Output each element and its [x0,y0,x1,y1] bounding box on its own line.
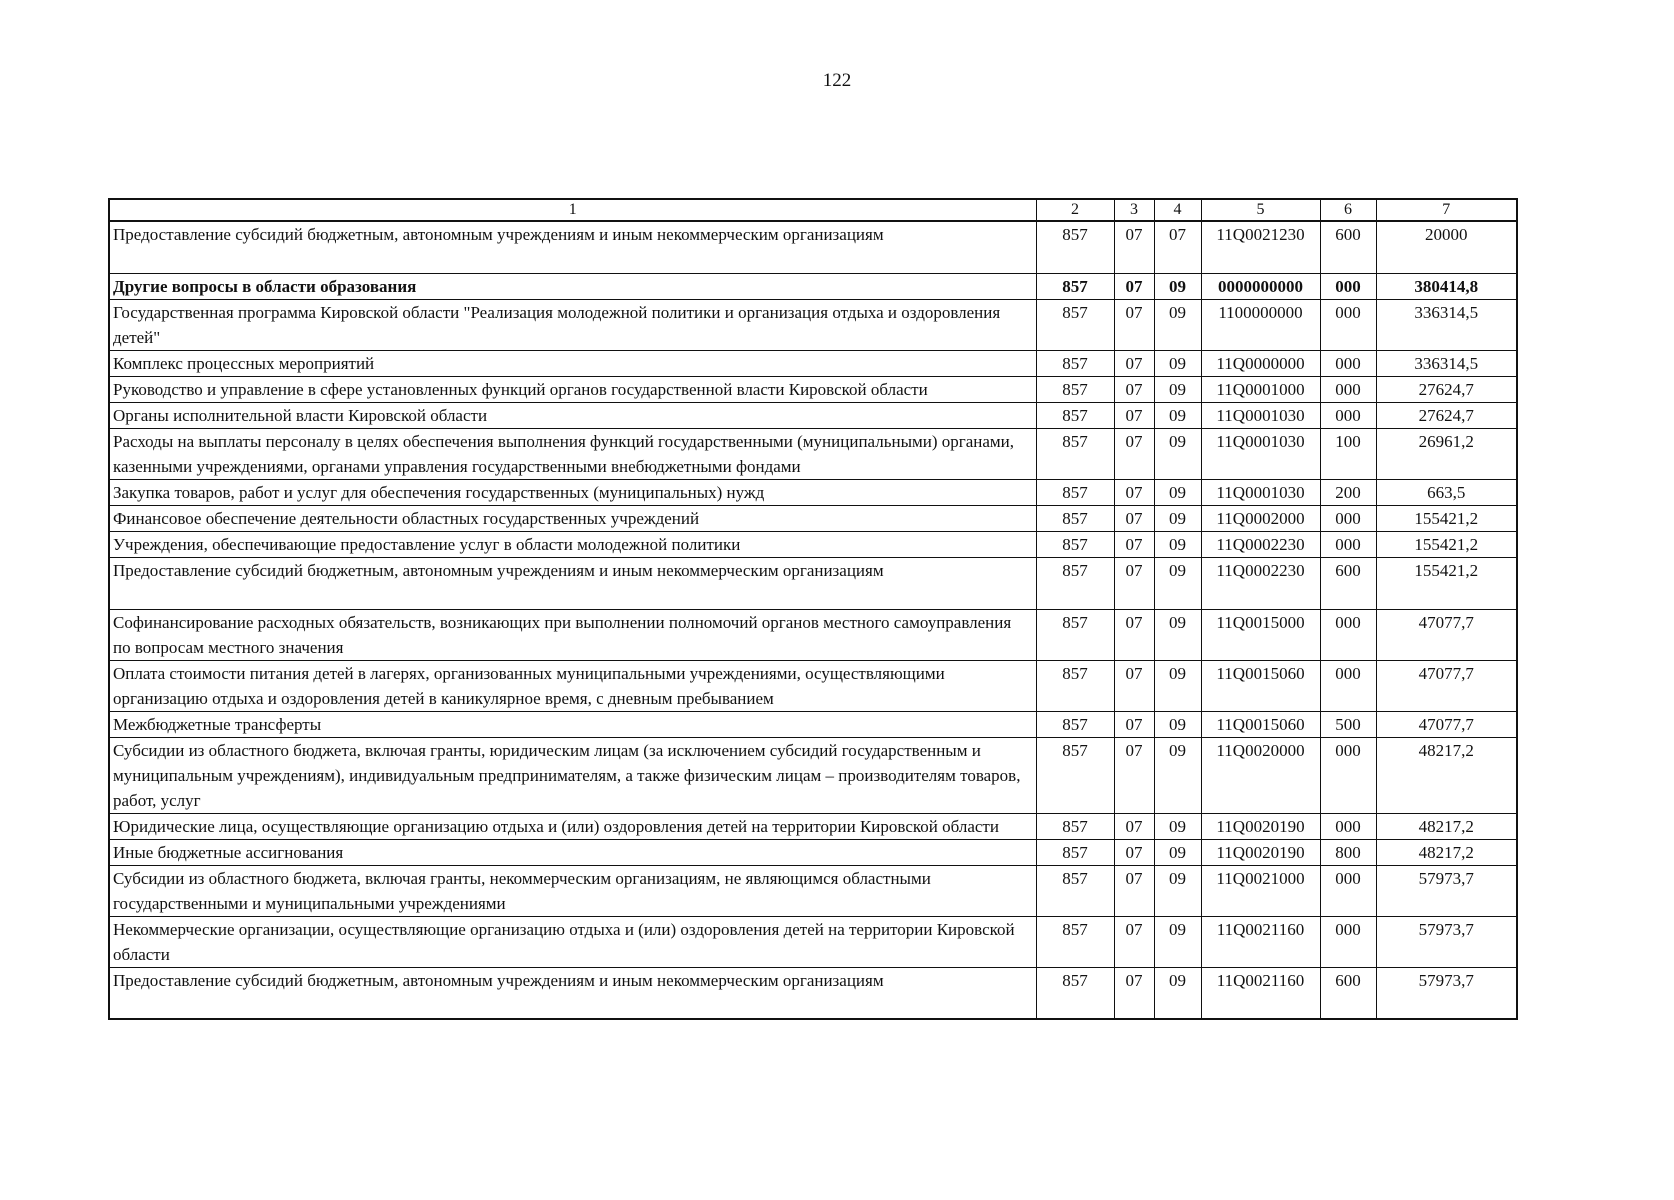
row-code-2: 857 [1036,531,1114,557]
table-row [109,737,1517,813]
row-code-3: 07 [1114,967,1154,1019]
header-cell: 5 [1201,199,1320,221]
table-row [109,916,1517,967]
row-code-3: 07 [1114,711,1154,737]
row-code-5: 1100000000 [1201,299,1320,350]
header-cell: 4 [1154,199,1201,221]
row-description: Софинансирование расходных обязательств, возникающих при выполнении полномочий органов местного самоуправления по вопросам местного значения [109,609,1036,660]
row-code-6: 600 [1320,967,1376,1019]
row-code-5: 11Q0001030 [1201,479,1320,505]
row-code-6: 000 [1320,813,1376,839]
row-code-3: 07 [1114,479,1154,505]
row-code-6: 600 [1320,221,1376,273]
row-amount: 27624,7 [1376,376,1517,402]
row-code-6: 000 [1320,865,1376,916]
row-code-5: 11Q0015000 [1201,609,1320,660]
row-code-6: 000 [1320,273,1376,299]
row-code-2: 857 [1036,865,1114,916]
row-code-2: 857 [1036,273,1114,299]
row-code-2: 857 [1036,967,1114,1019]
row-code-4: 09 [1154,273,1201,299]
row-code-5: 11Q0015060 [1201,711,1320,737]
row-code-3: 07 [1114,531,1154,557]
row-code-4: 09 [1154,299,1201,350]
row-code-6: 000 [1320,402,1376,428]
row-amount: 663,5 [1376,479,1517,505]
row-code-6: 200 [1320,479,1376,505]
row-code-3: 07 [1114,221,1154,273]
row-description: Межбюджетные трансферты [109,711,1036,737]
table-row [109,402,1517,428]
row-amount: 336314,5 [1376,299,1517,350]
row-code-6: 000 [1320,299,1376,350]
budget-table [108,198,1518,1020]
row-code-5: 11Q0015060 [1201,660,1320,711]
header-cell: 7 [1376,199,1517,221]
row-description: Государственная программа Кировской области "Реализация молодежной политики и организация отдыха и оздоровления детей" [109,299,1036,350]
row-code-4: 09 [1154,711,1201,737]
row-code-6: 000 [1320,350,1376,376]
row-code-3: 07 [1114,660,1154,711]
row-code-4: 09 [1154,660,1201,711]
row-code-3: 07 [1114,505,1154,531]
row-code-2: 857 [1036,505,1114,531]
row-code-4: 09 [1154,813,1201,839]
row-description: Оплата стоимости питания детей в лагерях, организованных муниципальными учреждениями, осуществляющими организацию отдыха и оздоровления детей в каникулярное время, с дневным пребыванием [109,660,1036,711]
row-description: Предоставление субсидий бюджетным, автономным учреждениям и иным некоммерческим организациям [109,967,1036,1019]
row-amount: 47077,7 [1376,609,1517,660]
row-code-4: 09 [1154,428,1201,479]
table-row [109,376,1517,402]
row-amount: 155421,2 [1376,505,1517,531]
row-description: Комплекс процессных мероприятий [109,350,1036,376]
row-code-2: 857 [1036,428,1114,479]
row-code-5: 11Q0002230 [1201,531,1320,557]
row-description: Другие вопросы в области образования [109,273,1036,299]
row-description: Иные бюджетные ассигнования [109,839,1036,865]
row-code-3: 07 [1114,299,1154,350]
table-row [109,299,1517,350]
row-code-6: 100 [1320,428,1376,479]
row-code-2: 857 [1036,479,1114,505]
row-code-4: 09 [1154,402,1201,428]
table-row [109,557,1517,609]
row-code-6: 000 [1320,609,1376,660]
row-description: Финансовое обеспечение деятельности областных государственных учреждений [109,505,1036,531]
row-code-4: 09 [1154,350,1201,376]
row-code-4: 09 [1154,531,1201,557]
row-code-2: 857 [1036,402,1114,428]
header-cell: 1 [109,199,1036,221]
row-code-4: 09 [1154,967,1201,1019]
row-code-3: 07 [1114,428,1154,479]
row-description: Юридические лица, осуществляющие организацию отдыха и (или) оздоровления детей на территории Кировской области [109,813,1036,839]
row-code-2: 857 [1036,609,1114,660]
row-code-4: 09 [1154,737,1201,813]
table-row [109,865,1517,916]
row-code-2: 857 [1036,916,1114,967]
row-code-3: 07 [1114,557,1154,609]
row-amount: 48217,2 [1376,839,1517,865]
row-code-6: 500 [1320,711,1376,737]
header-cell: 6 [1320,199,1376,221]
table-row [109,428,1517,479]
row-code-4: 09 [1154,839,1201,865]
row-amount: 336314,5 [1376,350,1517,376]
table-row [109,350,1517,376]
row-code-3: 07 [1114,813,1154,839]
row-description: Органы исполнительной власти Кировской области [109,402,1036,428]
row-amount: 47077,7 [1376,660,1517,711]
row-amount: 48217,2 [1376,737,1517,813]
row-code-2: 857 [1036,299,1114,350]
row-description: Расходы на выплаты персоналу в целях обеспечения выполнения функций государственными (муниципальными) органами, казенными учреждениями, органами управления государственными внебюджетными фондами [109,428,1036,479]
table-row [109,505,1517,531]
header-cell: 3 [1114,199,1154,221]
row-code-2: 857 [1036,813,1114,839]
row-amount: 155421,2 [1376,557,1517,609]
row-code-2: 857 [1036,839,1114,865]
row-code-4: 09 [1154,916,1201,967]
table-row [109,531,1517,557]
header-cell: 2 [1036,199,1114,221]
row-code-5: 11Q0020190 [1201,813,1320,839]
row-amount: 57973,7 [1376,967,1517,1019]
row-amount: 26961,2 [1376,428,1517,479]
table-row [109,609,1517,660]
table-header-row [109,199,1517,221]
row-description: Предоставление субсидий бюджетным, автономным учреждениям и иным некоммерческим организациям [109,557,1036,609]
row-code-4: 09 [1154,376,1201,402]
row-code-2: 857 [1036,660,1114,711]
row-code-4: 09 [1154,609,1201,660]
row-code-4: 07 [1154,221,1201,273]
table-row [109,479,1517,505]
row-code-3: 07 [1114,839,1154,865]
row-code-4: 09 [1154,865,1201,916]
row-amount: 20000 [1376,221,1517,273]
row-amount: 380414,8 [1376,273,1517,299]
table-row [109,221,1517,273]
row-description: Учреждения, обеспечивающие предоставление услуг в области молодежной политики [109,531,1036,557]
row-code-3: 07 [1114,916,1154,967]
row-description: Закупка товаров, работ и услуг для обеспечения государственных (муниципальных) нужд [109,479,1036,505]
row-code-3: 07 [1114,350,1154,376]
row-code-2: 857 [1036,737,1114,813]
row-code-2: 857 [1036,711,1114,737]
row-code-2: 857 [1036,221,1114,273]
row-code-3: 07 [1114,273,1154,299]
row-code-3: 07 [1114,609,1154,660]
row-amount: 57973,7 [1376,865,1517,916]
row-code-3: 07 [1114,376,1154,402]
row-code-6: 000 [1320,737,1376,813]
row-code-5: 11Q0020000 [1201,737,1320,813]
row-code-6: 000 [1320,505,1376,531]
row-description: Некоммерческие организации, осуществляющие организацию отдыха и (или) оздоровления детей на территории Кировской области [109,916,1036,967]
row-amount: 27624,7 [1376,402,1517,428]
row-code-5: 11Q0001030 [1201,428,1320,479]
row-code-4: 09 [1154,505,1201,531]
row-code-2: 857 [1036,557,1114,609]
row-code-6: 000 [1320,660,1376,711]
row-description: Руководство и управление в сфере установленных функций органов государственной власти Кировской области [109,376,1036,402]
row-amount: 47077,7 [1376,711,1517,737]
row-code-5: 11Q0021230 [1201,221,1320,273]
table-row [109,711,1517,737]
row-description: Предоставление субсидий бюджетным, автономным учреждениям и иным некоммерческим организациям [109,221,1036,273]
budget-table-container [108,198,1518,1020]
row-code-6: 800 [1320,839,1376,865]
row-code-5: 11Q0002000 [1201,505,1320,531]
row-code-6: 000 [1320,531,1376,557]
row-code-5: 11Q0020190 [1201,839,1320,865]
table-row [109,839,1517,865]
row-code-2: 857 [1036,376,1114,402]
table-row [109,813,1517,839]
page-number: 122 [822,70,852,91]
row-code-5: 11Q0001030 [1201,402,1320,428]
table-row [109,967,1517,1019]
row-code-5: 11Q0021000 [1201,865,1320,916]
row-code-5: 11Q0000000 [1201,350,1320,376]
row-code-5: 11Q0021160 [1201,916,1320,967]
row-code-5: 11Q0021160 [1201,967,1320,1019]
table-row-section [109,273,1517,299]
row-code-3: 07 [1114,865,1154,916]
row-code-2: 857 [1036,350,1114,376]
row-code-6: 000 [1320,916,1376,967]
row-code-4: 09 [1154,479,1201,505]
row-code-5: 11Q0002230 [1201,557,1320,609]
row-description: Субсидии из областного бюджета, включая гранты, юридическим лицам (за исключением субсидий государственным и муниципальным учреждениям), индивидуальным предпринимателям, а также физическим лицам – производителям товаров, работ, услуг [109,737,1036,813]
row-code-6: 600 [1320,557,1376,609]
row-amount: 155421,2 [1376,531,1517,557]
row-code-3: 07 [1114,402,1154,428]
row-code-3: 07 [1114,737,1154,813]
row-code-4: 09 [1154,557,1201,609]
row-code-5: 0000000000 [1201,273,1320,299]
row-description: Субсидии из областного бюджета, включая гранты, некоммерческим организациям, не являющимся областными государственными и муниципальными учреждениями [109,865,1036,916]
row-code-6: 000 [1320,376,1376,402]
row-code-5: 11Q0001000 [1201,376,1320,402]
row-amount: 48217,2 [1376,813,1517,839]
row-amount: 57973,7 [1376,916,1517,967]
table-row [109,660,1517,711]
